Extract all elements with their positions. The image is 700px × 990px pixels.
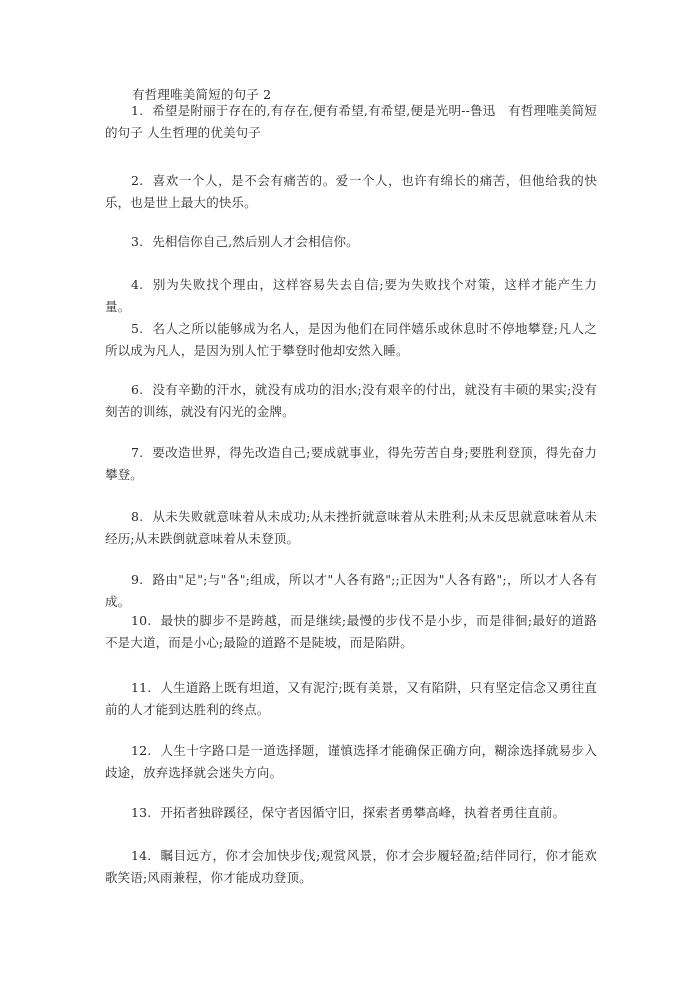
paragraph-text: 要改造世界，得先改造自己;要成就事业，得先劳苦自身;要胜利登顶，得先奋力攀登。 xyxy=(105,445,597,482)
paragraph-7 xyxy=(105,442,597,486)
paragraph-number: 4. xyxy=(131,277,144,292)
paragraph-13 xyxy=(105,802,597,824)
paragraph-text: 最快的脚步不是跨越，而是继续;最慢的步伐不是小步，而是徘徊;最好的道路不是大道，而是小心;最险的道路不是陡坡，而是陷阱。 xyxy=(105,613,597,650)
paragraph-14 xyxy=(105,845,597,889)
paragraph-text: 希望是附丽于存在的,有存在,便有希望,有希望,便是光明--鲁迅 有哲理唯美简短的句子 人生哲理的优美句子 xyxy=(105,103,597,140)
paragraph-text: 瞩目远方，你才会加快步伐;观赏风景，你才会步履轻盈;结伴同行，你才能欢歌笑语;风雨兼程，你才能成功登顶。 xyxy=(105,848,597,885)
paragraph-number: 5. xyxy=(131,321,144,336)
paragraph-text: 名人之所以能够成为名人，是因为他们在同伴嬉乐或休息时不停地攀登;凡人之所以成为凡人，是因为别人忙于攀登时他却安然入睡。 xyxy=(105,321,597,358)
paragraph-12 xyxy=(105,740,597,784)
paragraph-9 xyxy=(105,569,597,613)
paragraph-11 xyxy=(105,677,597,721)
paragraph-text: 先相信你自己,然后别人才会相信你。 xyxy=(152,234,359,249)
document-title: 有哲理唯美简短的句子 2 xyxy=(132,87,272,102)
paragraph-number: 2. xyxy=(131,173,144,188)
paragraph-text: 人生道路上既有坦道，又有泥泞;既有美景，又有陷阱，只有坚定信念又勇往直前的人才能到达胜利的终点。 xyxy=(105,680,597,717)
paragraph-number: 12. xyxy=(131,743,152,758)
paragraph-text: 人生十字路口是一道选择题，谨慎选择才能确保正确方向，糊涂选择就易步入歧途，放弃选择就会迷失方向。 xyxy=(105,743,597,780)
paragraph-number: 3. xyxy=(131,234,144,249)
paragraph-1 xyxy=(105,100,597,144)
paragraph-text: 路由"足";与"各";组成，所以才"人各有路";;正因为"人各有路";，所以才人各有成。 xyxy=(105,572,597,609)
paragraph-text: 开拓者独辟蹊径，保守者因循守旧，探索者勇攀高峰，执着者勇往直前。 xyxy=(160,805,566,820)
paragraph-4 xyxy=(105,274,597,318)
paragraph-number: 14. xyxy=(131,848,152,863)
paragraph-number: 10. xyxy=(131,613,152,628)
paragraph-number: 13. xyxy=(131,805,152,820)
paragraph-number: 11. xyxy=(131,680,152,695)
paragraph-2 xyxy=(105,170,597,214)
paragraph-number: 7. xyxy=(131,445,144,460)
paragraph-text: 从未失败就意味着从未成功;从未挫折就意味着从未胜利;从未反思就意味着从未经历;从未跌倒就意味着从未登顶。 xyxy=(105,509,597,546)
paragraph-text: 别为失败找个理由，这样容易失去自信;要为失败找个对策，这样才能产生力量。 xyxy=(105,277,597,314)
paragraph-3 xyxy=(105,231,597,253)
paragraph-text: 没有辛勤的汗水，就没有成功的泪水;没有艰辛的付出，就没有丰硕的果实;没有刻苦的训练，就没有闪光的金牌。 xyxy=(105,382,597,419)
paragraph-number: 6. xyxy=(131,382,144,397)
paragraph-number: 1. xyxy=(131,103,144,118)
paragraph-text: 喜欢一个人，是不会有痛苦的。爱一个人，也许有绵长的痛苦，但他给我的快乐，也是世上最大的快乐。 xyxy=(105,173,597,210)
paragraph-5 xyxy=(105,318,597,362)
paragraph-6 xyxy=(105,379,597,423)
paragraph-number: 9. xyxy=(131,572,144,587)
paragraph-number: 8. xyxy=(131,509,144,524)
paragraph-8 xyxy=(105,506,597,550)
paragraph-10 xyxy=(105,610,597,654)
